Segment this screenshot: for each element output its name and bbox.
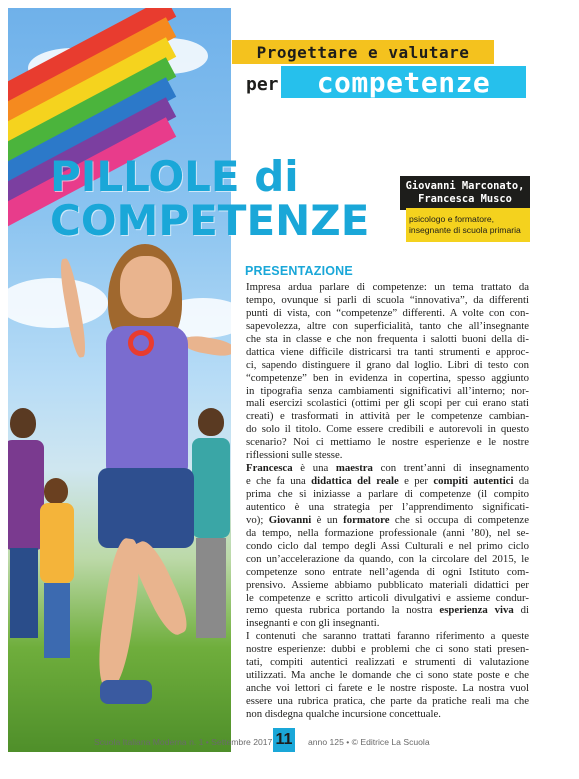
article-bold-text: Giovanni — [268, 513, 312, 526]
article-text: in tipografia senza cambiamenti significativi all’interno; nor- — [246, 384, 529, 397]
article-text: che si occupa di competenze — [389, 513, 529, 526]
article-text: nostre esperienze: dubbi e problemi che ci sono stati presen- — [246, 643, 529, 656]
article-text: mali esercizi scolastici (ottimi per gli scopi per cui erano stati — [246, 397, 529, 410]
article-text: è una — [292, 462, 336, 475]
article-title-line2: COMPETENZE — [50, 196, 370, 245]
article-text: con trent’anni di insegnamento — [372, 462, 529, 475]
article-line — [246, 423, 529, 436]
article-text: dattica viene difficile districarsi tra tanti strumenti e approc- — [246, 345, 529, 358]
article-line — [246, 604, 529, 617]
article-line — [246, 553, 529, 566]
article-text: scenario? Noi ci mettiamo le nostre esperienze e le nostre — [246, 436, 529, 449]
article-line — [246, 695, 529, 708]
article-text: tati, compiti autentici realizzati e strumenti di valutazione — [246, 656, 529, 669]
footer-copyright: anno 125 • © Editrice La Scuola — [308, 737, 430, 747]
article-text: di — [513, 604, 529, 617]
article-line — [246, 346, 529, 359]
article-text: do solo il titolo. Come essere credibili e autorevoli in questo — [246, 423, 529, 436]
article-text: le competenze e scritto articoli divulgativi e assieme condur- — [246, 591, 529, 604]
author-roles — [406, 208, 530, 242]
article-text: vo); — [246, 513, 269, 526]
article-text: con un’accelerazione da quando, con la circolare del 2015, le — [246, 552, 529, 565]
article-text: I contenuti che saranno trattati faranno riferimento a queste — [246, 630, 529, 643]
article-line — [246, 669, 529, 682]
rubric-competenze — [281, 66, 526, 98]
article-line — [246, 372, 529, 385]
author-role-2: insegnante di scuola primaria — [409, 225, 521, 235]
article-text: da tempo, nella formazione professionale (anni ’80), nel se- — [246, 526, 529, 539]
article-text: che sta in classe e che non frequenta i salotti buoni della di- — [246, 332, 529, 345]
article-title-line1: PILLOLE di — [50, 152, 299, 201]
article-line — [246, 462, 529, 475]
article-bold-text: formatore — [343, 513, 390, 526]
page-number: 11 — [273, 728, 295, 752]
article-bold-text: maestra — [335, 462, 373, 475]
article-line — [246, 307, 529, 320]
article-text: è un — [311, 513, 344, 526]
article-line — [246, 333, 529, 346]
rubric-competenze-text: competenze — [316, 65, 491, 99]
article-text: e che fa una — [246, 475, 312, 488]
rubric-kicker — [232, 40, 494, 64]
article-line — [246, 488, 529, 501]
article-text: Impresa ardua parlare di competenze: un tema trattato da — [246, 281, 529, 293]
article-text: competenze sono entrate nell’agenda di ogni Istituto com- — [246, 565, 529, 578]
article-text: ci, sapendo distinguere il grano dal loglio. Libri di testo con — [246, 358, 529, 371]
article-line — [246, 643, 529, 656]
article-bold-text: esperienza viva — [439, 604, 514, 617]
footer-publication: Scuola Italiana Moderna n. 1 • Settembre 2017 — [94, 737, 273, 747]
article-text: prensivo. Assieme abbiamo pubblicato materiali didattici per — [246, 578, 529, 591]
article-text: sapevolezza, altre con superficialità, tanto che all’insegnante — [246, 319, 529, 332]
author-names — [400, 176, 530, 210]
article-line — [246, 436, 529, 449]
article-line — [246, 579, 529, 592]
article-text: anche voi lettori ci farete e le nostre risposte. La nostra vuol — [246, 682, 529, 695]
article-text: prima che si iniziasse a parlare di competenze (il compito — [246, 488, 529, 500]
article-text: punti di vista, con “competenze” differenti. A volte con con- — [246, 306, 529, 319]
article-body — [246, 281, 529, 721]
article-line — [246, 630, 529, 643]
article-line — [246, 514, 529, 527]
article-text: essere una rubrica pratica, che parte da pratiche reali ma che — [246, 695, 529, 707]
article-line — [246, 682, 529, 695]
article-line — [246, 566, 529, 579]
article-line — [246, 540, 529, 553]
article-text: riflessioni sulle stesse. — [246, 449, 343, 462]
article-line — [246, 385, 529, 398]
article-text: non disdegna qualche incursione concettuale. — [246, 707, 441, 720]
article-line — [246, 397, 529, 410]
article-line — [246, 359, 529, 372]
article-text: da — [513, 475, 529, 488]
rubric-kicker-text: Progettare e valutare — [256, 42, 470, 62]
article-text: insegnanti e con gli insegnanti. — [246, 617, 380, 630]
article-text: condo ciclo dal tempo degli Assi Culturali e nel primo ciclo — [246, 539, 529, 552]
article-line — [246, 708, 529, 721]
article-line — [246, 449, 529, 462]
article-text: autentico è una strategia per l’apprendimento significati- — [246, 500, 529, 513]
article-line — [246, 281, 529, 294]
article-line — [246, 527, 529, 540]
article-line — [246, 592, 529, 605]
article-line — [246, 475, 529, 488]
article-bold-text: Francesca — [246, 462, 293, 475]
section-heading: PRESENTAZIONE — [245, 264, 353, 278]
article-bold-text: didattica del reale — [311, 475, 399, 488]
article-line — [246, 294, 529, 307]
rubric-per: per — [246, 74, 279, 95]
author-role-1: psicologo e formatore, — [409, 214, 495, 224]
article-text: “competenze” ben in evidenza in copertina, spesso aggiunto — [246, 371, 529, 384]
article-text: remo questa rubrica portando la nostra — [246, 604, 440, 617]
article-text: utilizzati. Ma anche le domande che ci sono state poste e che — [246, 669, 529, 682]
article-text: e per — [398, 475, 434, 488]
article-text: creati) e trasformati in attività per le competenze cambian- — [246, 410, 529, 423]
article-line — [246, 617, 529, 630]
article-line — [246, 656, 529, 669]
author-name-2: Francesca Musco — [418, 193, 512, 205]
cover-photo — [8, 8, 231, 752]
article-line — [246, 320, 529, 333]
article-line — [246, 410, 529, 423]
article-line — [246, 501, 529, 514]
article-bold-text: compiti autentici — [433, 475, 514, 488]
author-name-1: Giovanni Marconato, — [405, 180, 525, 192]
article-text: tempo, ovunque si parli di scuola “innovativa”, da differenti — [246, 293, 529, 306]
